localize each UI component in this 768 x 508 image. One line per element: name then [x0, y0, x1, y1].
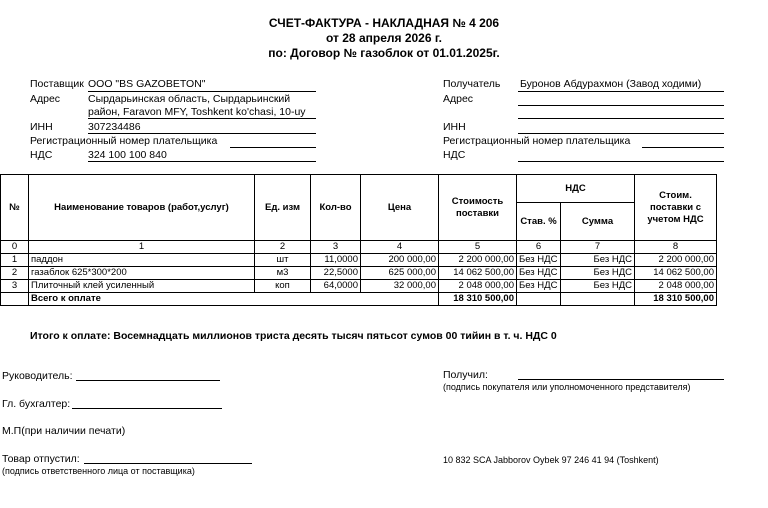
col-num-6: 6 [517, 241, 561, 254]
row-price: 32 000,00 [361, 280, 439, 293]
supplier-inn-label: ИНН [30, 121, 53, 133]
supplier-nds: 324 100 100 840 [88, 149, 167, 161]
row-sum: Без НДС [561, 280, 635, 293]
column-numbers-row [1, 241, 717, 254]
released-signature-line [84, 463, 252, 464]
invoice-date: от 28 апреля 2026 г. [326, 31, 442, 45]
vehicle-info: 10 832 SCA Jabborov Oybek 97 246 41 94 (Toshkent) [443, 455, 659, 465]
recipient-label: Получатель [443, 78, 501, 90]
table-row [1, 267, 717, 280]
recipient-address-label: Адрес [443, 93, 474, 105]
supplier-address-underline [88, 118, 316, 119]
row-name: паддон [29, 254, 255, 267]
row-num: 3 [1, 280, 29, 293]
col-num-0: 0 [1, 241, 29, 254]
supplier-address-label: Адрес [30, 93, 61, 105]
row-sum: Без НДС [561, 267, 635, 280]
col-header-rate: Став. % [517, 203, 561, 241]
row-num: 1 [1, 254, 29, 267]
amount-in-words: Итого к оплате: Восемнадцать миллионов триста десять тысяч пятьсот сумов 00 тийин в т. ч. НДС 0 [30, 330, 557, 342]
row-cost: 2 200 000,00 [439, 254, 517, 267]
row-rate: Без НДС [517, 254, 561, 267]
row-total: 2 200 000,00 [635, 254, 717, 267]
recipient-address-underline-2 [518, 118, 724, 119]
col-num-8: 8 [635, 241, 717, 254]
supplier-reg-label: Регистрационный номер плательщика [30, 135, 218, 147]
row-unit: шт [255, 254, 311, 267]
total-with-nds: 18 310 500,00 [635, 293, 717, 306]
total-cost: 18 310 500,00 [439, 293, 517, 306]
col-header-price: Цена [361, 175, 439, 241]
supplier-address-line1: Сырдарьинская область, Сырдарьинский [88, 93, 291, 105]
row-num: 2 [1, 267, 29, 280]
row-price: 625 000,00 [361, 267, 439, 280]
col-num-3: 3 [311, 241, 361, 254]
recipient-inn-label: ИНН [443, 121, 466, 133]
table-header-row [1, 175, 717, 203]
supplier-address-line2: район, Faravon MFY, Toshkent ko'chasi, 10-uy [88, 106, 306, 118]
col-header-unit: Ед. изм [255, 175, 311, 241]
col-num-5: 5 [439, 241, 517, 254]
released-note: (подпись ответственного лица от поставщика) [2, 466, 195, 476]
row-total: 14 062 500,00 [635, 267, 717, 280]
col-num-2: 2 [255, 241, 311, 254]
supplier-reg-underline [230, 147, 316, 148]
row-qty: 64,0000 [311, 280, 361, 293]
received-signature-line [518, 379, 724, 380]
row-name: газаблок 625*300*200 [29, 267, 255, 280]
row-price: 200 000,00 [361, 254, 439, 267]
row-unit: коп [255, 280, 311, 293]
invoice-contract: по: Договор № газоблок от 01.01.2025г. [268, 46, 500, 60]
col-header-num: № [1, 175, 29, 241]
total-label: Всего к оплате [29, 293, 439, 306]
supplier-label: Поставщик [30, 78, 84, 90]
director-label: Руководитель: [2, 370, 73, 382]
released-label: Товар отпустил: [2, 453, 80, 465]
supplier-inn: 307234486 [88, 121, 141, 133]
recipient-nds-underline [518, 161, 724, 162]
recipient-nds-label: НДС [443, 149, 466, 161]
col-header-nds: НДС [517, 175, 635, 203]
col-num-1: 1 [29, 241, 255, 254]
supplier-name-underline [88, 91, 316, 92]
col-header-sum: Сумма [561, 203, 635, 241]
row-cost: 14 062 500,00 [439, 267, 517, 280]
recipient-reg-label: Регистрационный номер плательщика [443, 135, 631, 147]
table-row [1, 280, 717, 293]
recipient-name: Буронов Абдурахмон (Завод ходими) [520, 78, 702, 90]
items-table [0, 174, 717, 306]
col-header-qty: Кол-во [311, 175, 361, 241]
accountant-signature-line [72, 408, 222, 409]
supplier-name: ООО "BS GAZOBETON" [88, 78, 206, 90]
supplier-nds-underline [88, 161, 316, 162]
col-header-name: Наименование товаров (работ,услуг) [29, 175, 255, 241]
stamp-label: М.П(при наличии печати) [2, 425, 126, 437]
recipient-name-underline [518, 91, 724, 92]
recipient-reg-underline [642, 147, 724, 148]
row-rate: Без НДС [517, 280, 561, 293]
total-row [1, 293, 717, 306]
invoice-title: СЧЕТ-ФАКТУРА - НАКЛАДНАЯ № 4 206 [268, 16, 500, 30]
supplier-inn-underline [88, 133, 316, 134]
row-qty: 22,5000 [311, 267, 361, 280]
row-rate: Без НДС [517, 267, 561, 280]
row-name: Плиточный клей усиленный [29, 280, 255, 293]
supplier-nds-label: НДС [30, 149, 53, 161]
row-unit: м3 [255, 267, 311, 280]
recipient-address-underline-1 [518, 105, 724, 106]
row-sum: Без НДС [561, 254, 635, 267]
row-cost: 2 048 000,00 [439, 280, 517, 293]
recipient-inn-underline [518, 133, 724, 134]
table-row [1, 254, 717, 267]
col-header-total: Стоим. поставки с учетом НДС [635, 175, 717, 241]
row-qty: 11,0000 [311, 254, 361, 267]
received-note: (подпись покупателя или уполномоченного представителя) [443, 382, 691, 392]
received-label: Получил: [443, 369, 488, 381]
row-total: 2 048 000,00 [635, 280, 717, 293]
director-signature-line [76, 380, 220, 381]
col-header-cost: Стоимость поставки [439, 175, 517, 241]
col-num-7: 7 [561, 241, 635, 254]
accountant-label: Гл. бухгалтер: [2, 398, 71, 410]
col-num-4: 4 [361, 241, 439, 254]
